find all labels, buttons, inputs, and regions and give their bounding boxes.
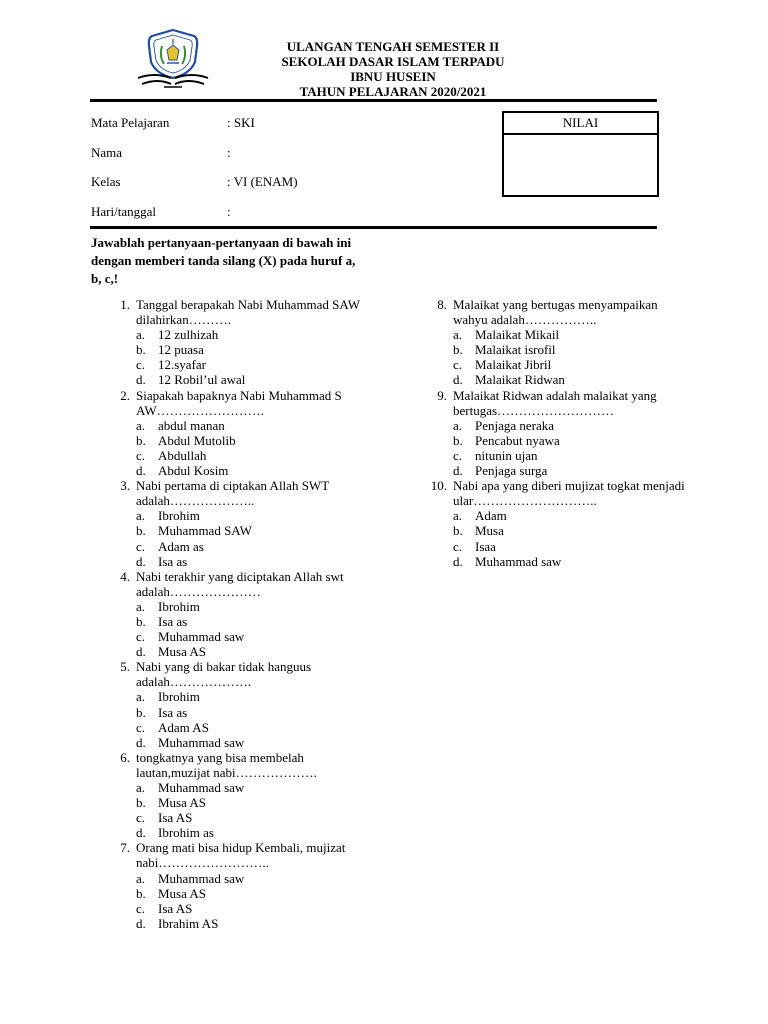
- question-text: [425, 297, 687, 327]
- option-letter: c.: [453, 447, 463, 463]
- option-letter: d.: [453, 463, 463, 479]
- option-letter: c.: [136, 447, 146, 463]
- option-letter: b.: [453, 342, 463, 358]
- answer-option[interactable]: [108, 720, 368, 735]
- question-prompt: Orang mati bisa hidup Kembali, mujizat nabi……………………..: [136, 840, 346, 871]
- question-item: [108, 478, 368, 569]
- option-text: Malaikat Jibril: [475, 357, 552, 373]
- answer-option[interactable]: [108, 780, 368, 795]
- option-text: Pencabut nyawa: [475, 432, 560, 448]
- option-text: Abdul Mutolib: [158, 432, 236, 448]
- answer-option[interactable]: [108, 705, 368, 720]
- option-letter: d.: [136, 734, 146, 750]
- answer-option[interactable]: [108, 689, 368, 704]
- answer-option[interactable]: [108, 508, 368, 523]
- answer-option[interactable]: [425, 357, 687, 372]
- question-item: [108, 569, 368, 660]
- question-text: [108, 750, 368, 780]
- option-letter: b.: [453, 523, 463, 539]
- answer-option[interactable]: [108, 523, 368, 538]
- question-number: 7.: [120, 840, 130, 856]
- option-text: Ibrohim: [158, 598, 200, 614]
- option-letter: b.: [136, 795, 146, 811]
- option-letter: b.: [136, 704, 146, 720]
- answer-option[interactable]: [108, 644, 368, 659]
- option-letter: c.: [136, 357, 146, 373]
- answer-option[interactable]: [425, 372, 687, 387]
- option-letter: a.: [453, 508, 463, 524]
- question-item: [425, 388, 687, 479]
- option-text: Isa AS: [158, 900, 193, 916]
- question-text: [425, 388, 687, 418]
- answer-option[interactable]: [108, 901, 368, 916]
- option-text: Muhammad saw: [475, 553, 562, 569]
- date-field[interactable]: :: [227, 204, 231, 219]
- option-letter: a.: [136, 598, 146, 614]
- answer-option[interactable]: [425, 433, 687, 448]
- question-text: [425, 478, 687, 508]
- option-letter: a.: [136, 417, 146, 433]
- header-school: SEKOLAH DASAR ISLAM TERPADU: [281, 54, 505, 69]
- option-text: Muhammad saw: [158, 870, 245, 886]
- answer-option[interactable]: [108, 327, 368, 342]
- answer-option[interactable]: [425, 342, 687, 357]
- question-prompt: Tanggal berapakah Nabi Muhammad SAW dilahirkan……….: [136, 297, 360, 328]
- option-text: Malaikat Mikail: [475, 327, 560, 343]
- option-letter: d.: [453, 372, 463, 388]
- option-text: Penjaga neraka: [475, 417, 555, 433]
- option-text: 12 zulhizah: [158, 327, 219, 343]
- answer-option[interactable]: [425, 463, 687, 478]
- question-text: [108, 840, 368, 870]
- answer-option[interactable]: [425, 539, 687, 554]
- option-text: Abdul Kosim: [158, 463, 229, 479]
- option-text: Ibrohim: [158, 508, 200, 524]
- answer-option[interactable]: [425, 554, 687, 569]
- option-letter: c.: [136, 629, 146, 645]
- name-label: Nama: [91, 145, 123, 160]
- option-text: Isaa: [475, 538, 496, 554]
- score-box: [502, 111, 659, 197]
- question-text: [108, 388, 368, 418]
- answer-option[interactable]: [108, 554, 368, 569]
- option-text: Malaikat isrofil: [475, 342, 556, 358]
- option-text: abdul manan: [158, 417, 225, 433]
- header-year: TAHUN PELAJARAN 2020/2021: [299, 84, 487, 99]
- option-letter: c.: [136, 719, 146, 735]
- option-letter: b.: [453, 432, 463, 448]
- question-text: [108, 478, 368, 508]
- option-text: Malaikat Ridwan: [475, 372, 565, 388]
- class-label: Kelas: [91, 174, 121, 189]
- option-text: Adam AS: [158, 719, 209, 735]
- option-letter: b.: [136, 432, 146, 448]
- answer-option[interactable]: [108, 539, 368, 554]
- answer-option[interactable]: [108, 433, 368, 448]
- question-prompt: tongkatnya yang bisa membelah lautan,muzijat nabi……………….: [136, 749, 317, 780]
- option-letter: d.: [136, 915, 146, 931]
- question-prompt: Siapakah bapaknya Nabi Muhammad S AW…………………….: [136, 387, 342, 418]
- answer-option[interactable]: [108, 810, 368, 825]
- option-letter: c.: [136, 538, 146, 554]
- question-prompt: Nabi yang di bakar tidak hanguus adalah……………….: [136, 659, 312, 690]
- option-text: Musa AS: [158, 795, 207, 811]
- question-number: 3.: [120, 478, 130, 494]
- answer-option[interactable]: [108, 916, 368, 931]
- question-item: [108, 297, 368, 388]
- option-letter: b.: [136, 342, 146, 358]
- option-text: Adam: [475, 508, 507, 524]
- option-letter: d.: [136, 644, 146, 660]
- option-text: Adam as: [158, 538, 204, 554]
- option-text: Musa: [475, 523, 504, 539]
- question-prompt: Malaikat Ridwan adalah malaikat yang bertugas………………………: [453, 387, 657, 418]
- option-text: Ibrohim as: [158, 825, 214, 841]
- class-value: : VI (ENAM): [227, 174, 298, 189]
- questions-right-column: [425, 297, 687, 569]
- question-text: [108, 297, 368, 327]
- question-prompt: Nabi apa yang diberi mujizat togkat menjadi ular………………………..: [453, 478, 685, 509]
- score-label: NILAI: [504, 113, 657, 135]
- question-text: [108, 659, 368, 689]
- question-prompt: Malaikat yang bertugas menyampaikan wahyu adalah……………..: [453, 297, 658, 328]
- option-text: Muhammad saw: [158, 780, 245, 795]
- name-field[interactable]: :: [227, 145, 231, 160]
- question-item: [425, 297, 687, 388]
- answer-option[interactable]: [108, 735, 368, 750]
- option-letter: c.: [136, 810, 146, 826]
- header-school-name: IBNU HUSEIN: [350, 69, 436, 84]
- option-text: Musa AS: [158, 885, 207, 901]
- answer-option[interactable]: [425, 508, 687, 523]
- option-letter: c.: [453, 357, 463, 373]
- option-letter: b.: [136, 613, 146, 629]
- option-text: Isa as: [158, 613, 188, 629]
- option-letter: d.: [453, 553, 463, 569]
- answer-option[interactable]: [425, 523, 687, 538]
- option-text: Ibrahim AS: [158, 915, 219, 931]
- question-number: 9.: [437, 387, 447, 403]
- question-number: 1.: [120, 297, 130, 312]
- option-letter: a.: [453, 417, 463, 433]
- option-text: Muhammad SAW: [158, 523, 252, 539]
- option-text: 12.syafar: [158, 357, 207, 373]
- option-text: 12 Robil’ul awal: [158, 372, 246, 388]
- answer-option[interactable]: [108, 871, 368, 886]
- option-letter: a.: [453, 327, 463, 343]
- answer-option[interactable]: [108, 886, 368, 901]
- answer-option[interactable]: [425, 418, 687, 433]
- question-prompt: Nabi terakhir yang diciptakan Allah swt adalah…………………: [136, 568, 344, 599]
- header-title: ULANGAN TENGAH SEMESTER II: [286, 39, 500, 54]
- option-text: Abdullah: [158, 447, 207, 463]
- school-logo: [134, 26, 212, 90]
- option-letter: d.: [136, 463, 146, 479]
- answer-option[interactable]: [108, 357, 368, 372]
- option-text: Isa AS: [158, 810, 193, 826]
- subject-value: : SKI: [227, 115, 255, 130]
- question-text: [108, 569, 368, 599]
- question-item: [108, 659, 368, 750]
- question-prompt: Nabi pertama di ciptakan Allah SWT adalah………………..: [136, 478, 329, 509]
- option-text: Muhammad saw: [158, 629, 245, 645]
- answer-option[interactable]: [108, 372, 368, 387]
- question-item: [108, 840, 368, 931]
- answer-option[interactable]: [108, 342, 368, 357]
- option-text: Musa AS: [158, 644, 207, 660]
- answer-option[interactable]: [108, 463, 368, 478]
- option-text: nitunin ujan: [475, 447, 538, 463]
- question-item: [108, 750, 368, 841]
- question-number: 2.: [120, 387, 130, 403]
- answer-option[interactable]: [108, 418, 368, 433]
- option-letter: a.: [136, 689, 146, 705]
- option-text: 12 puasa: [158, 342, 204, 358]
- question-number: 10.: [430, 478, 447, 494]
- option-letter: b.: [136, 523, 146, 539]
- option-letter: a.: [136, 327, 146, 343]
- option-letter: b.: [136, 885, 146, 901]
- option-text: Muhammad saw: [158, 734, 245, 750]
- option-letter: a.: [136, 780, 146, 795]
- option-letter: c.: [453, 538, 463, 554]
- question-item: [425, 478, 687, 569]
- option-text: Penjaga surga: [475, 463, 548, 479]
- answer-option[interactable]: [108, 629, 368, 644]
- option-text: Isa as: [158, 553, 188, 569]
- question-number: 8.: [437, 297, 447, 312]
- question-number: 4.: [120, 568, 130, 584]
- question-number: 6.: [120, 749, 130, 765]
- answer-option[interactable]: [425, 448, 687, 463]
- instructions: Jawablah pertanyaan-pertanyaan di bawah ini dengan memberi tanda silang (X) pada huruf a, b, c,!: [91, 235, 356, 286]
- question-item: [108, 388, 368, 479]
- subject-label: Mata Pelajaran: [91, 115, 170, 130]
- answer-option[interactable]: [108, 448, 368, 463]
- answer-option[interactable]: [108, 614, 368, 629]
- answer-option[interactable]: [108, 795, 368, 810]
- option-letter: c.: [136, 900, 146, 916]
- option-letter: d.: [136, 825, 146, 841]
- option-text: Ibrohim: [158, 689, 200, 705]
- option-text: Isa as: [158, 704, 188, 720]
- answer-option[interactable]: [108, 599, 368, 614]
- option-letter: a.: [136, 870, 146, 886]
- answer-option[interactable]: [425, 327, 687, 342]
- questions-left-column: [108, 297, 368, 931]
- exam-header: [230, 39, 556, 99]
- date-label: Hari/tanggal: [91, 204, 156, 219]
- header-divider: [90, 99, 657, 102]
- option-letter: d.: [136, 372, 146, 388]
- question-number: 5.: [120, 659, 130, 675]
- answer-option[interactable]: [108, 825, 368, 840]
- info-divider: [90, 226, 657, 229]
- option-letter: d.: [136, 553, 146, 569]
- option-letter: a.: [136, 508, 146, 524]
